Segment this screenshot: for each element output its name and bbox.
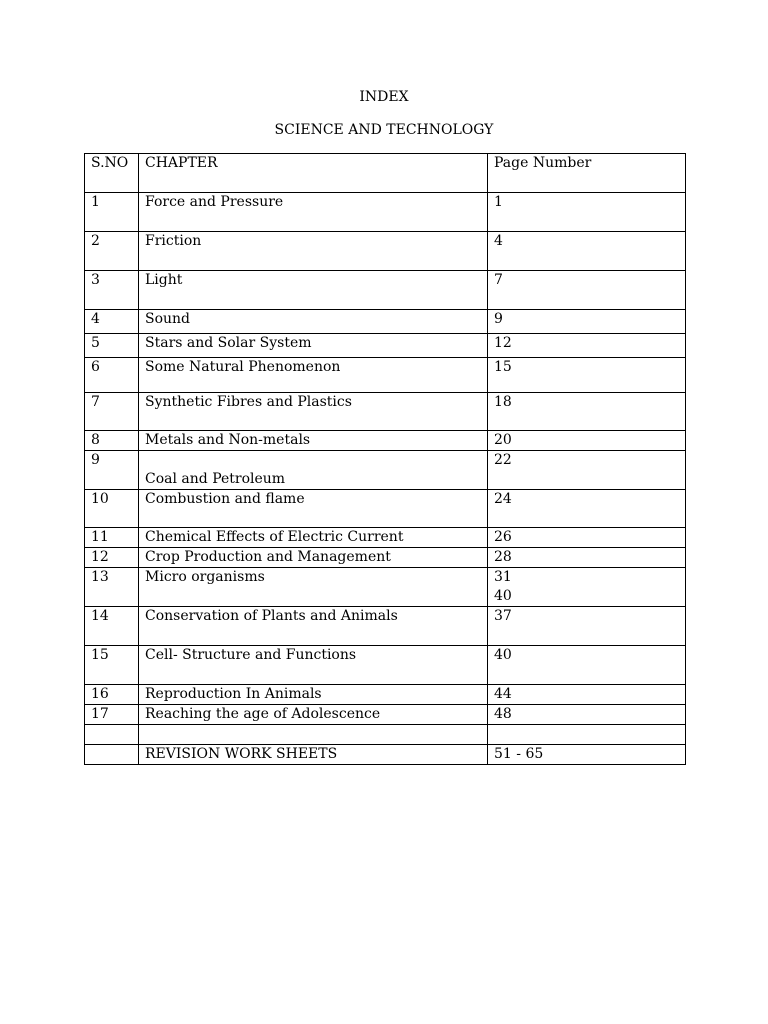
- row-sno: 4: [85, 310, 139, 334]
- table-row: [85, 451, 686, 490]
- table-header-row: [85, 154, 686, 193]
- row-page: [488, 568, 686, 607]
- row-chapter: Micro organisms: [139, 568, 488, 607]
- row-page: 40: [488, 646, 686, 685]
- row-chapter: Cell- Structure and Functions: [139, 646, 488, 685]
- header-chapter: CHAPTER: [139, 154, 488, 193]
- row-sno: 3: [85, 271, 139, 310]
- table-row: [85, 271, 686, 310]
- row-sno: [85, 745, 139, 765]
- table-row: [85, 232, 686, 271]
- table-row: [85, 646, 686, 685]
- row-page: 9: [488, 310, 686, 334]
- row-page: 22: [488, 451, 686, 490]
- table-row: [85, 358, 686, 393]
- row-page: 51 - 65: [488, 745, 686, 765]
- row-sno: 8: [85, 431, 139, 451]
- table-row: [85, 310, 686, 334]
- table-row: [85, 334, 686, 358]
- row-chapter: [139, 451, 488, 490]
- row-chapter: Force and Pressure: [139, 193, 488, 232]
- row-chapter: Reaching the age of Adolescence: [139, 705, 488, 725]
- row-sno: 14: [85, 607, 139, 646]
- row-chapter: [139, 725, 488, 745]
- row-page: 18: [488, 393, 686, 431]
- row-sno: 17: [85, 705, 139, 725]
- row-chapter: Crop Production and Management: [139, 548, 488, 568]
- table-row: [85, 193, 686, 232]
- table-row: [85, 568, 686, 607]
- row-sno: [85, 725, 139, 745]
- row-chapter: Reproduction In Animals: [139, 685, 488, 705]
- table-row: [85, 548, 686, 568]
- row-page: 1: [488, 193, 686, 232]
- row-sno: 12: [85, 548, 139, 568]
- row-page: 37: [488, 607, 686, 646]
- row-chapter: Chemical Effects of Electric Current: [139, 528, 488, 548]
- header-page-number: Page Number: [488, 154, 686, 193]
- index-title: INDEX: [359, 89, 409, 105]
- row-page: 28: [488, 548, 686, 568]
- index-subtitle: SCIENCE AND TECHNOLOGY: [274, 122, 494, 138]
- row-page-text-2: 40: [494, 588, 512, 604]
- row-chapter: Metals and Non-metals: [139, 431, 488, 451]
- table-row-empty: [85, 725, 686, 745]
- row-sno: 5: [85, 334, 139, 358]
- row-sno: 11: [85, 528, 139, 548]
- row-chapter: Light: [139, 271, 488, 310]
- row-sno: 10: [85, 490, 139, 528]
- row-sno: 15: [85, 646, 139, 685]
- row-chapter: Some Natural Phenomenon: [139, 358, 488, 393]
- table-row: [85, 685, 686, 705]
- row-chapter: Combustion and flame: [139, 490, 488, 528]
- table-row: [85, 745, 686, 765]
- row-chapter: Sound: [139, 310, 488, 334]
- row-sno: 1: [85, 193, 139, 232]
- row-sno: 7: [85, 393, 139, 431]
- row-page: 15: [488, 358, 686, 393]
- row-sno: 6: [85, 358, 139, 393]
- row-chapter-text: Coal and Petroleum: [145, 471, 286, 487]
- row-page: 44: [488, 685, 686, 705]
- row-sno: 16: [85, 685, 139, 705]
- header-sno: S.NO: [85, 154, 139, 193]
- row-chapter: Conservation of Plants and Animals: [139, 607, 488, 646]
- row-page-text: 31: [494, 569, 512, 585]
- row-sno: 9: [85, 451, 139, 490]
- table-row: [85, 607, 686, 646]
- row-page: 48: [488, 705, 686, 725]
- row-page: 4: [488, 232, 686, 271]
- row-chapter: REVISION WORK SHEETS: [139, 745, 488, 765]
- row-page: 12: [488, 334, 686, 358]
- row-sno: 13: [85, 568, 139, 607]
- row-page: 7: [488, 271, 686, 310]
- row-page: 26: [488, 528, 686, 548]
- row-page: 20: [488, 431, 686, 451]
- row-sno: 2: [85, 232, 139, 271]
- row-chapter: Friction: [139, 232, 488, 271]
- table-row: [85, 490, 686, 528]
- row-page: 24: [488, 490, 686, 528]
- row-page: [488, 725, 686, 745]
- table-row: [85, 705, 686, 725]
- row-chapter: Stars and Solar System: [139, 334, 488, 358]
- table-row: [85, 528, 686, 548]
- index-table: [84, 153, 686, 765]
- table-row: [85, 393, 686, 431]
- row-chapter: Synthetic Fibres and Plastics: [139, 393, 488, 431]
- table-row: [85, 431, 686, 451]
